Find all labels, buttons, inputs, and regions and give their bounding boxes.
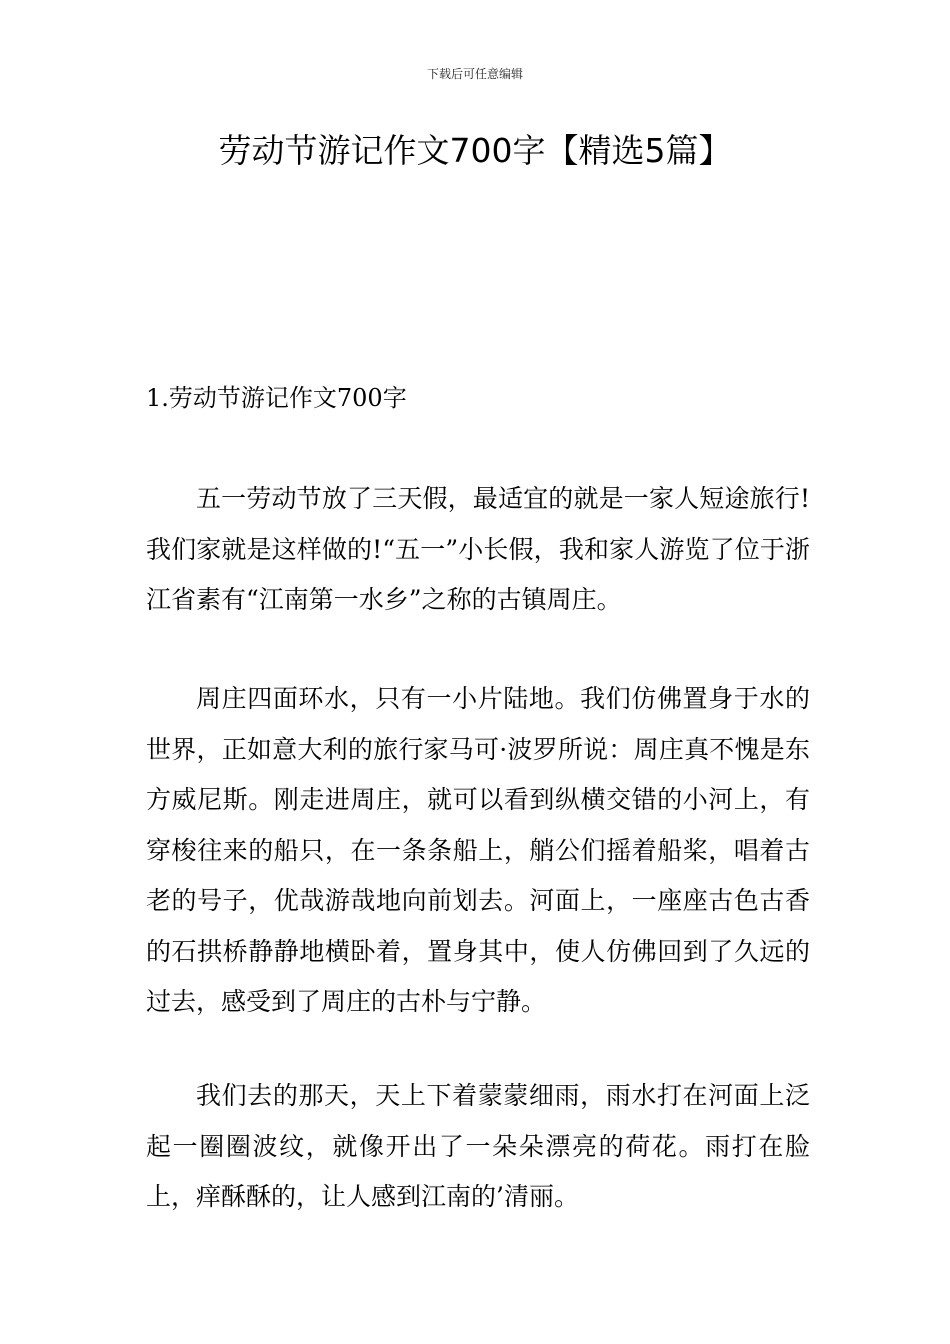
paragraph: 周庄四面环水，只有一小片陆地。我们仿佛置身于水的世界，正如意大利的旅行家马可·波罗所说：周庄真不愧是东方威尼斯。刚走进周庄，就可以看到纵横交错的小河上，有穿梭往来的船只，在一条条船上，艄公们摇着船桨，唱着古老的号子，优哉游哉地向前划去。河面上，一座座古色古香的石拱桥静静地横卧着，置身其中，使人仿佛回到了久远的过去，感受到了周庄的古朴与宁静。	[146, 684, 810, 1016]
paragraph: 五一劳动节放了三天假，最适宜的就是一家人短途旅行!我们家就是这样做的!“五一”小长假，我和家人游览了位于浙江省素有“江南第一水乡”之称的古镇周庄。	[146, 484, 810, 614]
paragraph: 我们去的那天，天上下着蒙蒙细雨，雨水打在河面上泛起一圈圈波纹，就像开出了一朵朵漂亮的荷花。雨打在脸上，痒酥酥的，让人感到江南的’清丽。	[146, 1081, 810, 1211]
document-title: 劳动节游记作文700字【精选5篇】	[218, 131, 732, 170]
section-heading: 1.劳动节游记作文700字	[146, 384, 407, 412]
header-note: 下载后可任意编辑	[426, 67, 523, 81]
